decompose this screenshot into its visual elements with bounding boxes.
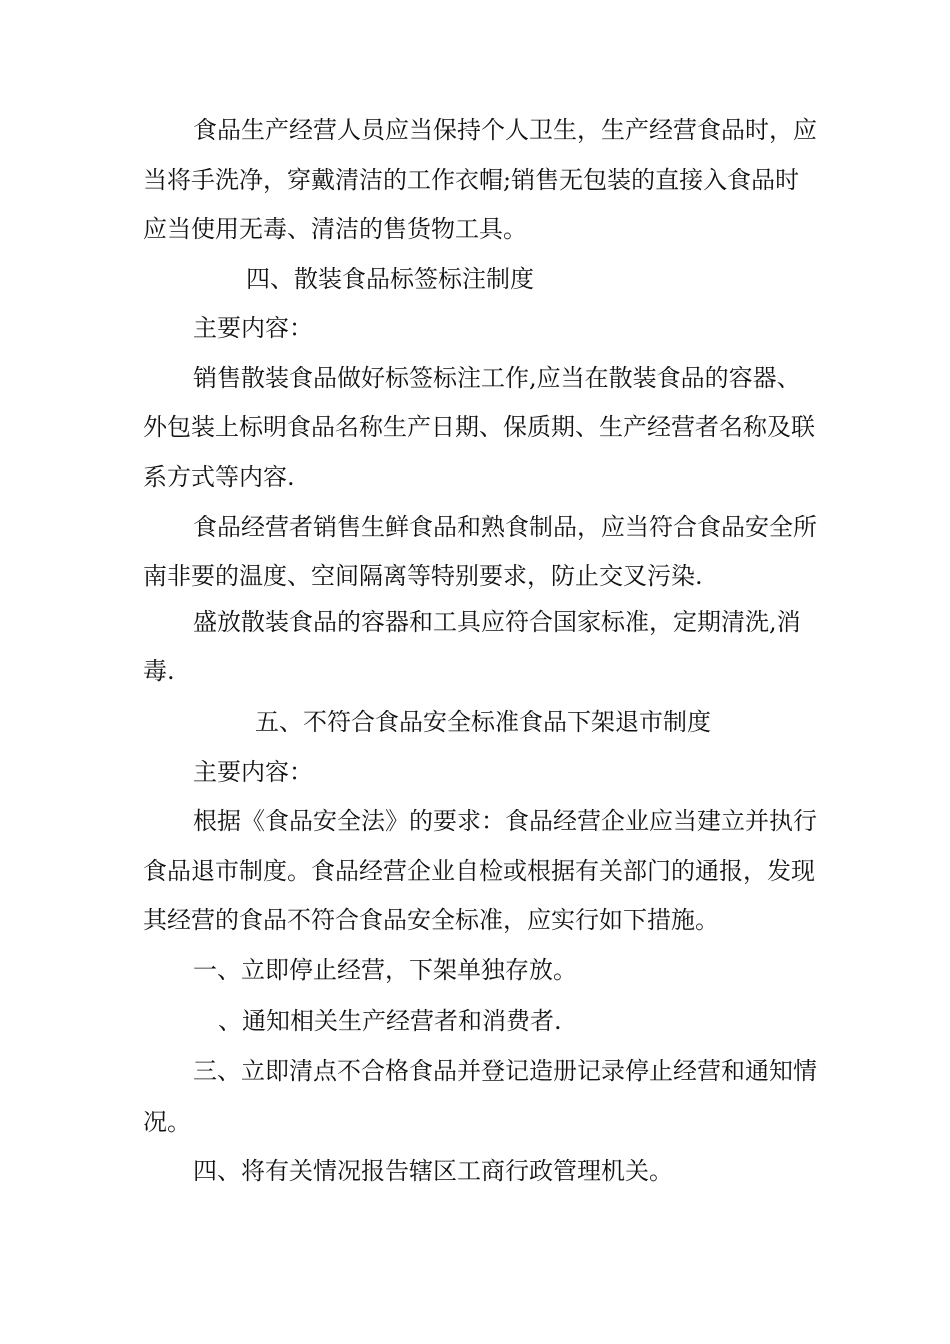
list-item: 三、立即清点不合格食品并登记造册记录停止经营和通知情 bbox=[193, 1057, 817, 1085]
paragraph-line: 食品生产经营人员应当保持个人卫生，生产经营食品时，应 bbox=[193, 116, 817, 144]
paragraph-line: 南非要的温度、空间隔离等特别要求，防止交叉污染. bbox=[143, 562, 703, 590]
paragraph-line: 外包装上标明食品名称生产日期、保质期、生产经营者名称及联 bbox=[143, 413, 815, 441]
paragraph-line: 系方式等内容. bbox=[143, 463, 295, 491]
section-heading: 五、不符合食品安全标准食品下架退市制度 bbox=[255, 708, 711, 736]
paragraph-line: 毒. bbox=[143, 657, 175, 685]
paragraph-line: 根据《食品安全法》的要求：食品经营企业应当建立并执行 bbox=[193, 807, 817, 835]
paragraph-line: 食品经营者销售生鲜食品和熟食制品，应当符合食品安全所 bbox=[193, 513, 817, 541]
list-item: 一、立即停止经营，下架单独存放。 bbox=[193, 956, 577, 984]
paragraph-line: 其经营的食品不符合食品安全标准，应实行如下措施。 bbox=[143, 906, 719, 934]
paragraph-line: 盛放散装食品的容器和工具应符合国家标准，定期清洗,消 bbox=[193, 608, 801, 636]
list-item: 、通知相关生产经营者和消费者. bbox=[218, 1007, 562, 1035]
paragraph-line: 食品退市制度。食品经营企业自检或根据有关部门的通报，发现 bbox=[143, 857, 815, 885]
subheading: 主要内容： bbox=[193, 314, 313, 342]
list-item: 四、将有关情况报告辖区工商行政管理机关。 bbox=[193, 1157, 673, 1185]
paragraph-line: 应当使用无毒、清洁的售货物工具。 bbox=[143, 215, 527, 243]
paragraph-line: 销售散装食品做好标签标注工作,应当在散装食品的容器、 bbox=[193, 364, 801, 392]
section-heading: 四、散装食品标签标注制度 bbox=[246, 265, 534, 293]
subheading: 主要内容： bbox=[193, 758, 313, 786]
paragraph-line: 当将手洗净，穿戴清洁的工作衣帽;销售无包装的直接入食品时 bbox=[143, 166, 800, 194]
list-item: 况。 bbox=[143, 1108, 191, 1136]
